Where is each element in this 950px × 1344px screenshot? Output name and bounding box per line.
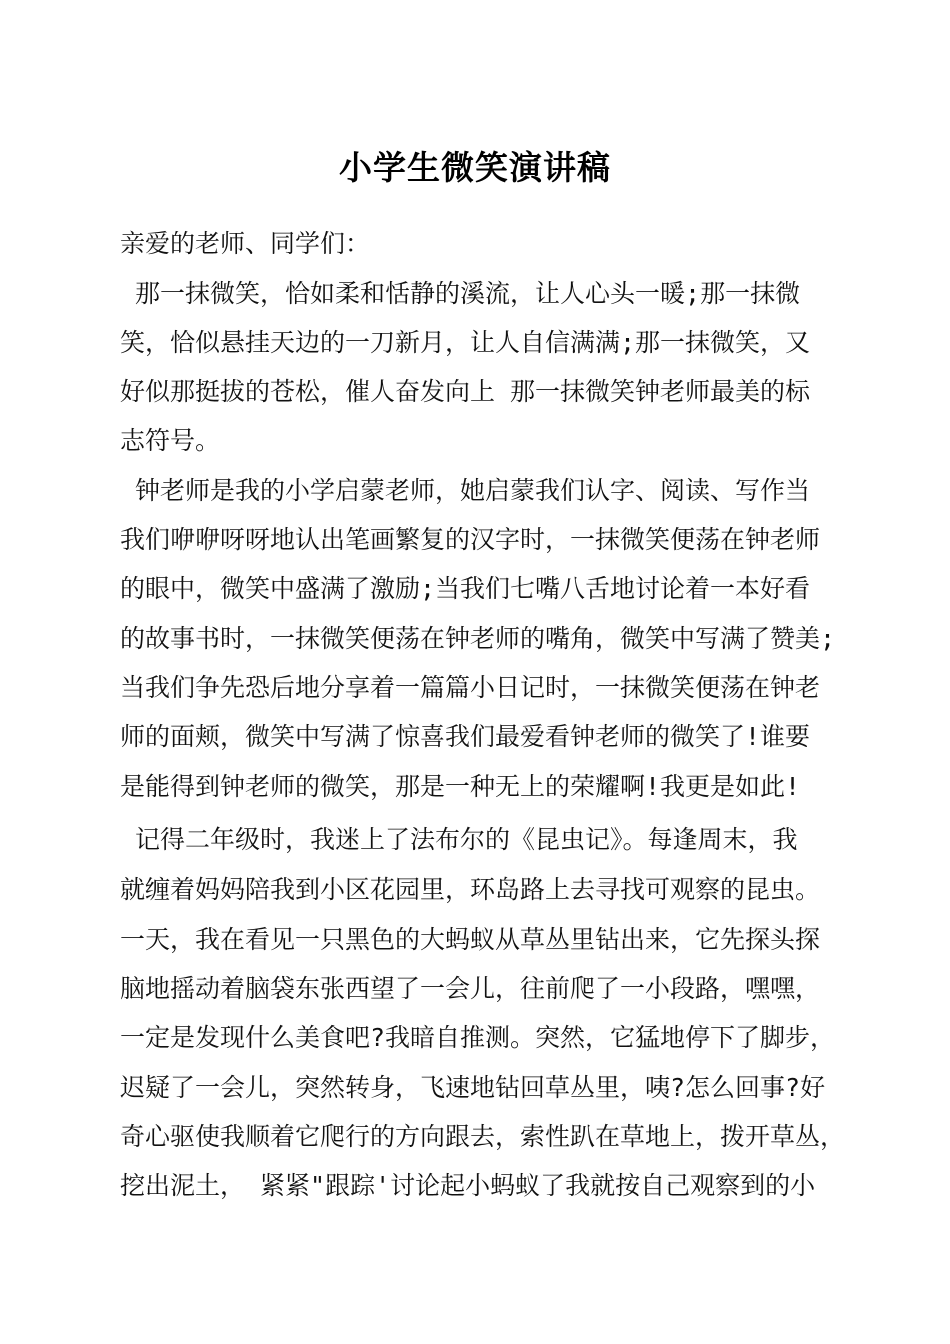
text-line: 的故事书时，一抹微笑便荡在钟老师的嘴角，微笑中写满了赞美;: [120, 624, 836, 653]
text-line: 好似那挺拔的苍松，催人奋发向上 那一抹微笑钟老师最美的标: [120, 377, 811, 406]
text-line: 挖出泥土， 紧紧"跟踪'讨论起小蚂蚁了我就按自己观察到的小: [120, 1171, 816, 1200]
text-line: 亲爱的老师、同学们：: [120, 229, 371, 258]
text-line: 笑，恰似悬挂天边的一刀新月，让人自信满满;那一抹微笑，又: [120, 328, 811, 357]
text-line: 志符号。: [120, 426, 221, 455]
text-line: 是能得到钟老师的微笑，那是一种无上的荣耀啊!我更是如此!: [120, 772, 801, 801]
text-line: 我们咿咿呀呀地认出笔画繁复的汉字时，一抹微笑便荡在钟老师: [120, 525, 821, 554]
text-line: 记得二年级时，我迷上了法布尔的《昆虫记》。每逢周末，我: [120, 825, 798, 854]
text-line: 就缠着妈妈陪我到小区花园里，环岛路上去寻找可观察的昆虫。: [120, 875, 821, 904]
text-line: 的眼中，微笑中盛满了激励;当我们七嘴八舌地讨论着一本好看: [120, 574, 811, 603]
text-line: 师的面颊，微笑中写满了惊喜我们最爱看钟老师的微笑了!谁要: [120, 722, 811, 751]
text-line: 奇心驱使我顺着它爬行的方向跟去，索性趴在草地上，拨开草丛，: [120, 1122, 846, 1151]
text-line: 脑地摇动着脑袋东张西望了一会儿，往前爬了一小段路，嘿嘿，: [120, 974, 821, 1003]
text-line: 迟疑了一会儿，突然转身，飞速地钻回草丛里，咦?怎么回事?好: [120, 1073, 826, 1102]
text-line: 一天，我在看见一只黑色的大蚂蚁从草丛里钻出来，它先探头探: [120, 925, 821, 954]
text-line: 钟老师是我的小学启蒙老师，她启蒙我们认字、阅读、写作当: [120, 476, 811, 505]
text-line: 那一抹微笑，恰如柔和恬静的溪流，让人心头一暖;那一抹微: [120, 279, 801, 308]
page-title: 小学生微笑演讲稿: [339, 148, 611, 187]
text-line: 当我们争先恐后地分享着一篇篇小日记时，一抹微笑便荡在钟老: [120, 673, 821, 702]
text-line: 一定是发现什么美食吧?我暗自推测。突然，它猛地停下了脚步，: [120, 1023, 836, 1052]
